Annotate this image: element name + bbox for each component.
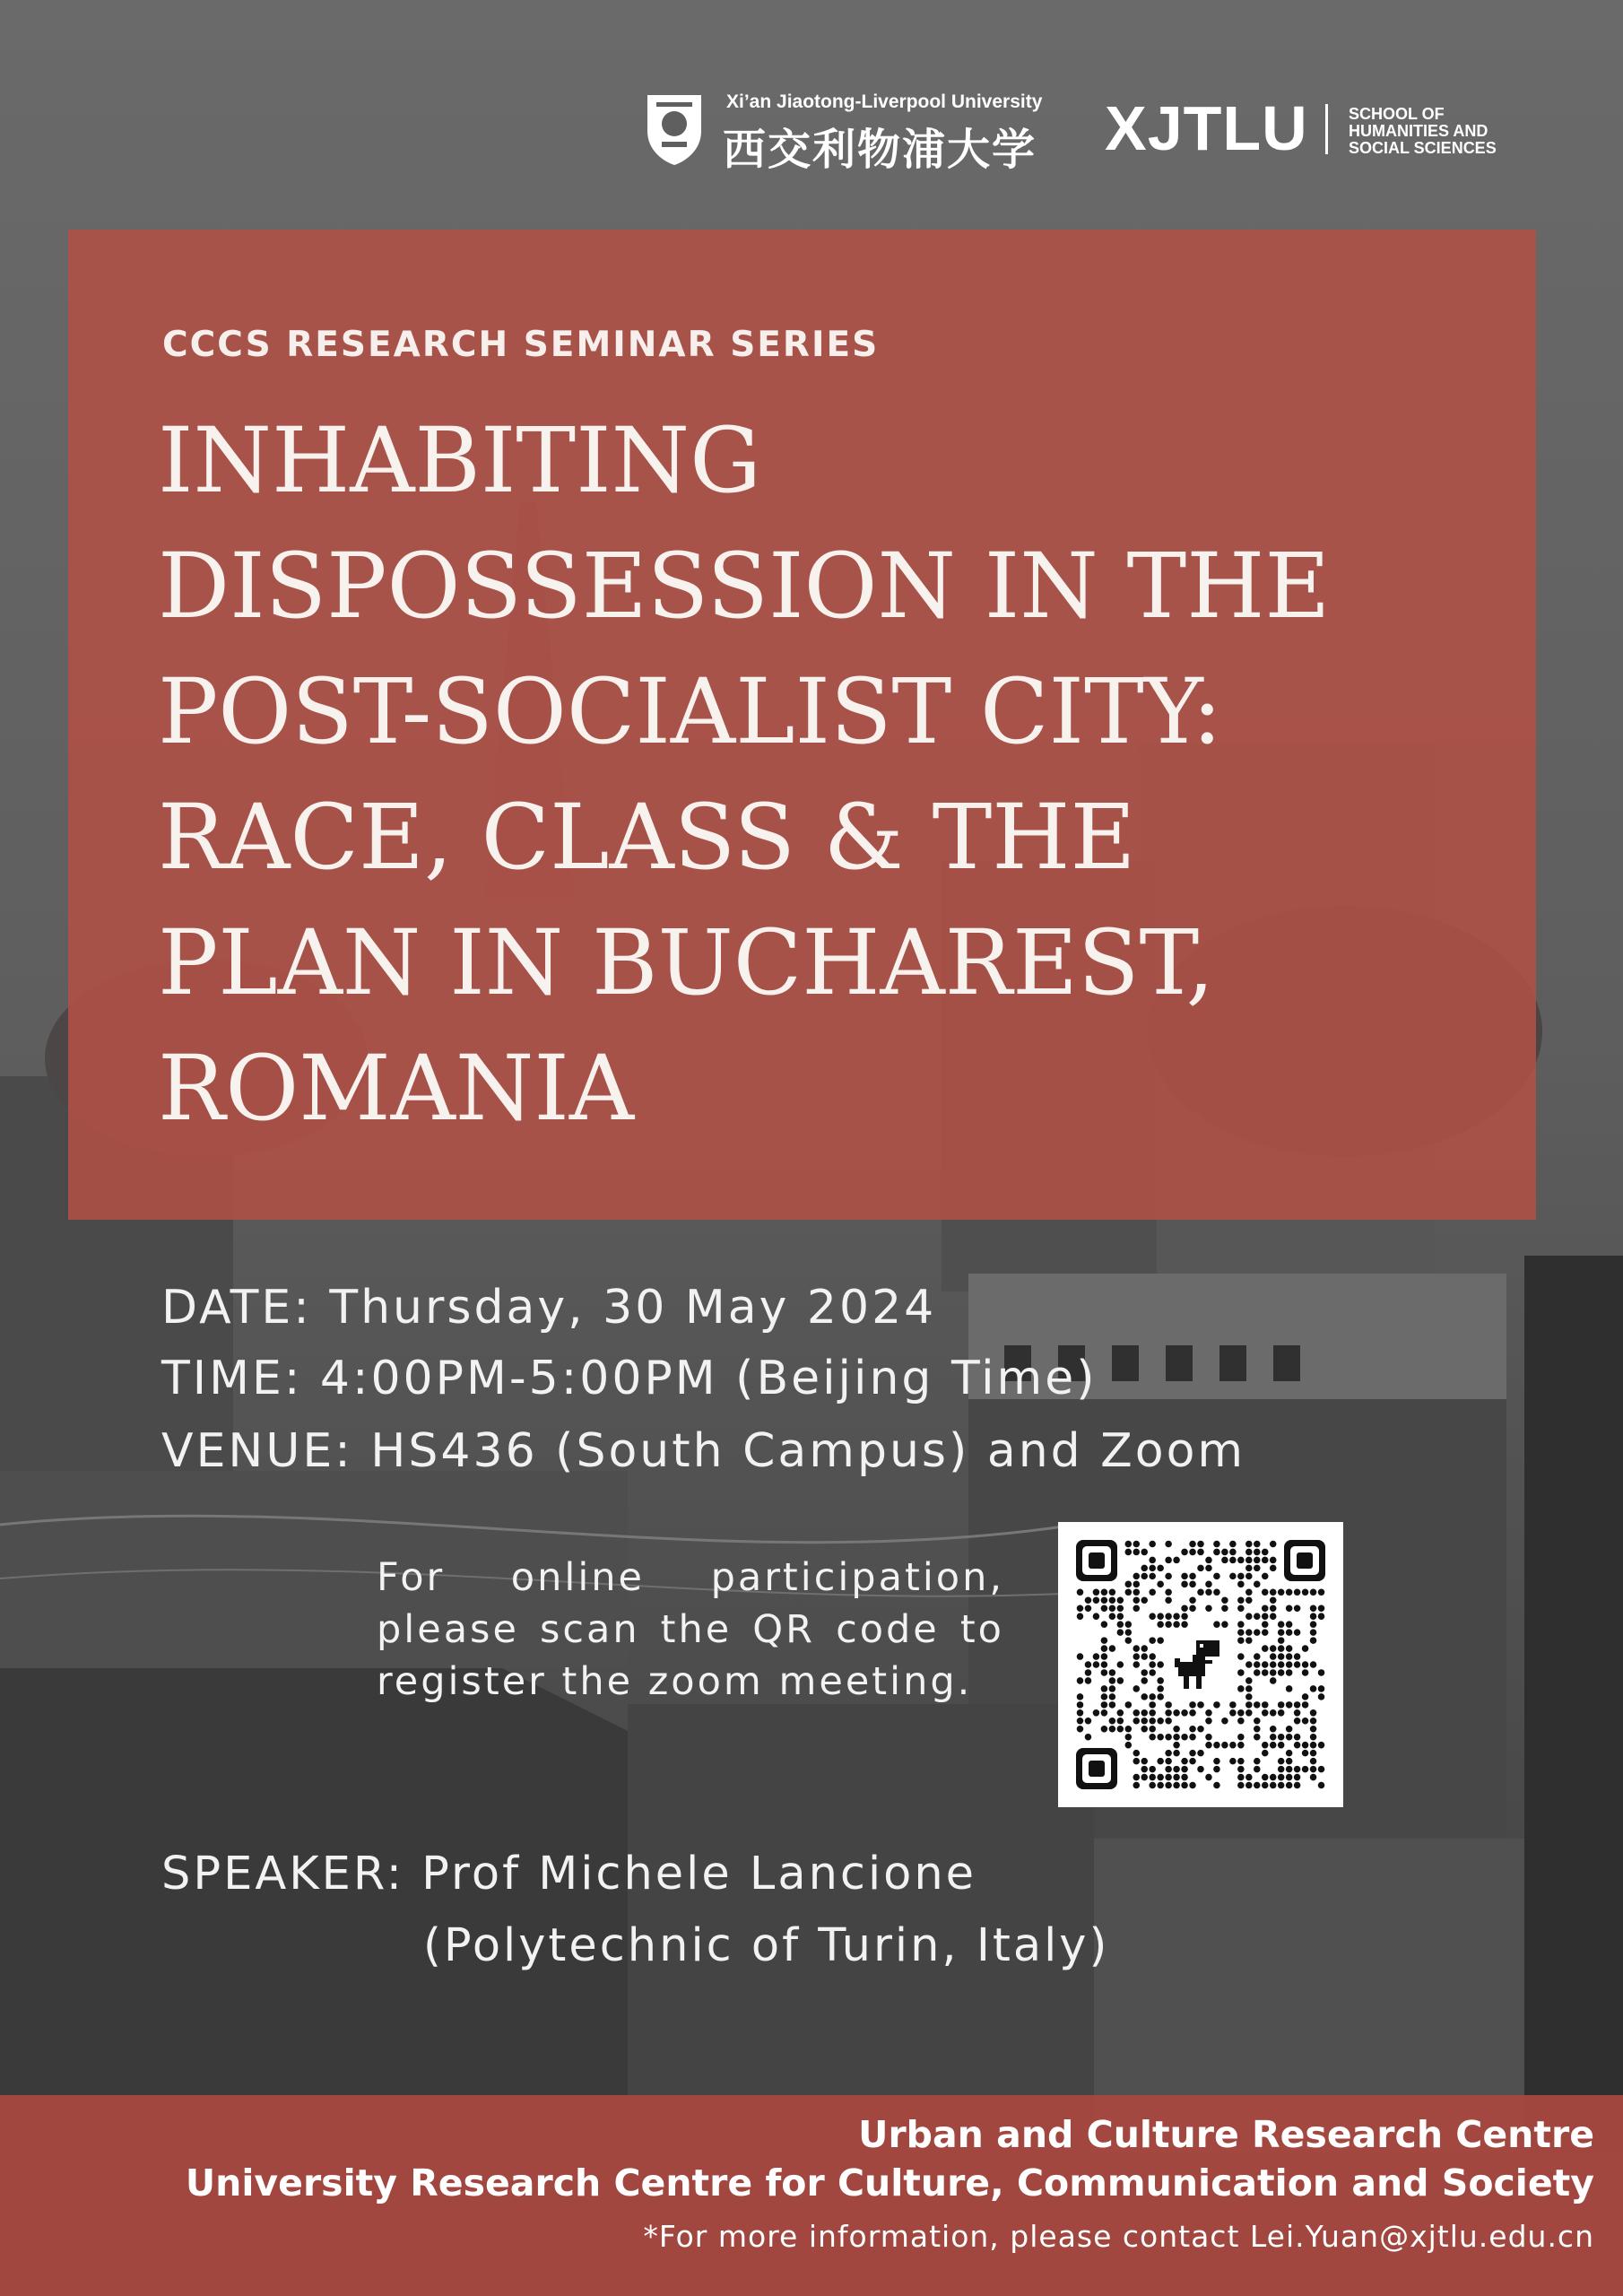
qr-code-icon xyxy=(1076,1540,1325,1789)
title-line: RACE, CLASS & THE xyxy=(158,785,1136,890)
university-crest-icon xyxy=(644,90,705,167)
speaker-name: SPEAKER: Prof Michele Lancione xyxy=(161,1848,977,1900)
university-name-chinese: 西交利物浦大学 xyxy=(723,125,1037,175)
seminar-title xyxy=(158,398,1512,1152)
qr-finder-top-left xyxy=(1076,1540,1117,1581)
xjtlu-wordmark: XJTLU xyxy=(1105,93,1308,163)
title-line: INHABITING xyxy=(158,408,761,513)
contact-info: *For more information, please contact Lei.Yuan@xjtlu.edu.cn xyxy=(643,2219,1594,2254)
title-line: ROMANIA xyxy=(158,1036,635,1141)
logo-divider xyxy=(1325,104,1328,154)
school-line: SOCIAL SCIENCES xyxy=(1349,139,1497,157)
university-logo-header xyxy=(644,86,1541,176)
event-date: DATE: Thursday, 30 May 2024 xyxy=(161,1281,937,1335)
qr-finder-top-right xyxy=(1284,1540,1325,1581)
event-time: TIME: 4:00PM-5:00PM (Beijing Time) xyxy=(161,1352,1098,1405)
event-venue: VENUE: HS436 (South Campus) and Zoom xyxy=(161,1424,1246,1478)
speaker-affiliation: (Polytechnic of Turin, Italy) xyxy=(423,1919,1110,1972)
title-line: PLAN IN BUCHAREST, xyxy=(158,910,1215,1015)
title-panel xyxy=(68,230,1536,1220)
university-research-centre-name: University Research Centre for Culture, Communication and Society xyxy=(185,2161,1594,2205)
title-line: POST-SOCIALIST CITY: xyxy=(158,659,1223,764)
school-name xyxy=(1349,106,1546,157)
qr-finder-bottom-left xyxy=(1076,1748,1117,1789)
registration-qr-code[interactable] xyxy=(1058,1522,1343,1807)
seminar-series-label: CCCS RESEARCH SEMINAR SERIES xyxy=(162,325,880,365)
footer-band xyxy=(0,2095,1623,2296)
school-line: HUMANITIES AND xyxy=(1349,122,1488,140)
title-line: DISPOSSESSION IN THE xyxy=(158,534,1331,639)
research-centre-name: Urban and Culture Research Centre xyxy=(858,2113,1594,2156)
school-line: SCHOOL OF xyxy=(1349,105,1445,123)
online-participation-note: For online participation, please scan the QR code to register the zoom meeting. xyxy=(377,1555,1004,1704)
university-name-english: Xi’an Jiaotong-Liverpool University xyxy=(726,91,1043,112)
